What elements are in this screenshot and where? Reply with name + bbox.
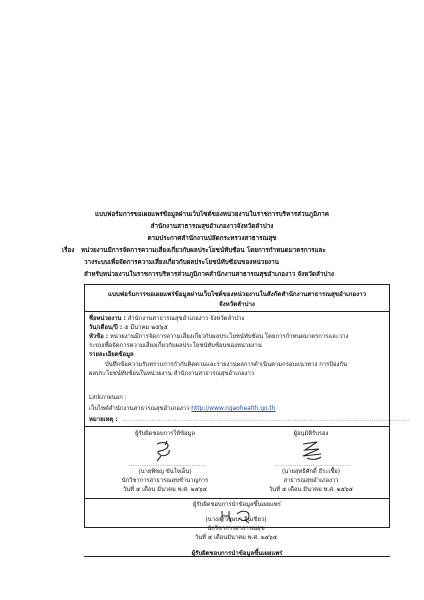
link-row: [89, 407, 275, 413]
date-label: วัน/เดือน/ปี :: [89, 325, 123, 331]
subject-line: [62, 248, 326, 254]
footer-divider: [84, 556, 390, 557]
topic-value-2: ระบบเพื่อจัดการความเสี่ยงเกี่ยวกับผลประโยชน์ทับซ้อนของหน่วยงาน: [89, 343, 262, 349]
bottom-signer-position: นักวิชาการสาธารณสุข: [207, 526, 265, 532]
form-box-header: [84, 284, 390, 312]
topic-label: หัวข้อ :: [89, 334, 109, 340]
left-signer-date: วันที่ ๕ เดือน มีนาคม พ.ศ. ๒๕๖๕: [122, 487, 208, 493]
subject-text: หน่วยงานมีการจัดการความเสี่ยงเกี่ยวกับผลประโยชน์ทับซ้อน โดยการกำหนดมาตรการและ: [80, 247, 326, 254]
agency-value: สำนักงานสาธารณสุขอำเภองาว จังหวัดลำปาง: [127, 316, 245, 322]
left-signer-name: (นายพิชญ ขันใจเอ็น): [138, 469, 192, 475]
left-signature-caption: ผู้รับผิดชอบการให้ข้อมูล: [135, 431, 195, 437]
right-signer-name: (นายสุทธิศักดิ์ ธีระเชื้อ): [282, 469, 340, 475]
right-signature-caption: ผู้อนุมัติรับรอง: [293, 431, 329, 437]
website-link[interactable]: http://www.ngaohealth.go.th: [191, 406, 276, 412]
topic-value: หน่วยงานมีการจัดการความเสี่ยงเกี่ยวกับผลประโยชน์ทับซ้อน โดยการกำหนดมาตรการและวาง: [110, 334, 349, 340]
announcement-line: ตามประกาศสำนักงานปลัดกระทรวงสาธารณสุข: [147, 235, 277, 242]
footer-caption: ผู้รับผิดชอบการนำข้อมูลขึ้นเผยแพร่: [191, 550, 283, 557]
form-title: แบบฟอร์มการขอเผยแพร่ข้อมูลผ่านเว็บไซต์ของหน่วยงานในราชการบริหารส่วนภูมิภาค: [95, 211, 329, 218]
remark-dotted-line: ................................................................................................................................................................: [123, 417, 410, 423]
right-signature-image: [297, 440, 327, 462]
box-title-line1: แบบฟอร์มการขอเผยแพร่ข้อมูลผ่านเว็บไซต์ของหน่วยงานในสังกัดสำนักงานสาธารณสุขอำเภองาว: [107, 291, 367, 298]
box-title-line2: จังหวัดลำปาง: [219, 301, 255, 308]
date-value: ๕ มีนาคม ๒๕๖๕: [124, 325, 168, 331]
subject-line-2: วางระบบเพื่อจัดการความเสี่ยงเกี่ยวกับผลประโยชน์ทับซ้อนของหน่วยงาน: [84, 259, 279, 266]
scope-line: สำหรับหน่วยงานในราชการบริหารส่วนภูมิภาคสำนักงานสาธารณสุขอำเภองาว จังหวัดลำปาง: [84, 271, 334, 278]
date-row: [89, 326, 168, 332]
right-signer-date: วันที่ ๕ เดือน มีนาคม พ.ศ. ๒๕๖๕: [268, 487, 354, 493]
agency-label: ชื่อหน่วยงาน :: [89, 316, 126, 322]
form-box-body: ชื่อหน่วยงาน : สำนักงานสาธารณสุขอำเภองาว จังหวัดลำปาง วัน/เดือน/ปี : ๕ มีนาคม ๒๕๖๕ หัวข้อ : หน่วยงานมีการจัดการความเสี่ยงเกี่ยวกับผลประโยชน์ทับซ้อน โดยการกำหนดมาตรการและวาง ระบบเพื่อจัดการความเสี่ยงเกี่ยวกับผลประโยชน์ทับซ้อนของหน่วยงาน รายละเอียดข้อมูล บันทึกข้อความรับทราบการกำกับติดตามและรายงานผลการดำเนินตามกรอบแนวทาง การป้องกัน ผลประโยชน์ทับซ้อนในหน่วยงาน สำนักงานสาธารณสุขอำเภองาว Linkภายนอก : เว็บไซต์สำนักงานสาธารณสุขอำเภองาว http://www.ngaohealth.go.th หมายเหตุ : ................................................................................................................................................................ ผู้รับผิดชอบการให้ข้อมูล ........................................... (นายพิชญ ขันใจเอ็น) นักวิชาการสาธารณสุขชำนาญการ วันที่ ๕ เดือน มีนาคม พ.ศ. ๒๕๖๕ ผู้อนุมัติรับรอง ........................................... (นายสุทธิศักดิ์ ธีระเชื้อ) สาธารณสุขอำเภองาว วันที่ ๕ เดือน มีนาคม พ.ศ. ๒๕๖๕ ผู้รับผิดชอบการนำข้อมูลขึ้นเผยแพร่: [84, 312, 390, 528]
office-name: สำนักงานสาธารณสุขอำเภองาวจังหวัดลำปาง: [150, 223, 274, 230]
left-signer-position: นักวิชาการสาธารณสุขชำนาญการ: [121, 478, 209, 484]
bottom-signer-date: วันที่ ๕ เดือนมีนาคม พ.ศ. ๒๕๖๕: [194, 535, 278, 541]
agency-row: [89, 317, 244, 323]
detail-label: รายละเอียดข้อมูล: [89, 352, 134, 358]
left-signature-image: [149, 440, 179, 462]
subject-label: เรื่อง: [62, 247, 75, 254]
bottom-signature-caption: ผู้รับผิดชอบการนำข้อมูลขึ้นเผยแพร่: [193, 502, 281, 508]
link-label: Linkภายนอก :: [89, 395, 127, 401]
bottom-signer-name: (นางสาวบุษบา อินเขียว): [205, 517, 267, 523]
section-divider: [85, 426, 389, 427]
detail-value-1: บันทึกข้อความรับทราบการกำกับติดตามและรายงานผลการดำเนินตามกรอบแนวทาง การป้องกัน: [105, 362, 347, 368]
topic-row: [89, 335, 348, 341]
remark-row: [89, 418, 118, 424]
right-signer-position: สาธารณสุขอำเภองาว: [283, 478, 339, 484]
detail-value-2: ผลประโยชน์ทับซ้อนในหน่วยงาน สำนักงานสาธารณสุขอำเภองาว: [89, 371, 255, 377]
section-divider-2: [85, 498, 389, 499]
remark-label: หมายเหตุ :: [89, 417, 118, 423]
link-prefix: เว็บไซต์สำนักงานสาธารณสุขอำเภองาว: [89, 406, 190, 412]
